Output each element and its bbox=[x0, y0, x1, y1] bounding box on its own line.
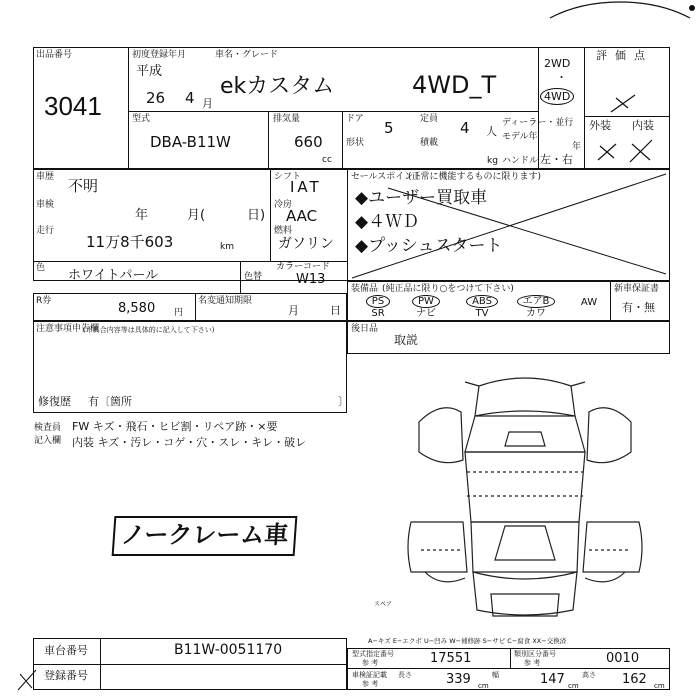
dimensions-sub: 参 考 bbox=[362, 680, 379, 688]
model-grade: 4WD_T bbox=[412, 71, 497, 99]
category-label: 類別区分番号 bbox=[514, 650, 556, 658]
evaluation-label: 評価点 bbox=[596, 49, 653, 62]
length-label: 長さ bbox=[398, 671, 412, 679]
sales-note: (正常に機能するものに限ります) bbox=[408, 172, 542, 182]
shape-label: 形状 bbox=[346, 138, 365, 148]
inspector-row-2: 内装 キズ・汚レ・コゲ・穴・スレ・キレ・破レ bbox=[72, 436, 307, 449]
recycle-value: 8,580 bbox=[118, 301, 156, 316]
model-year-label: モデル年 bbox=[502, 132, 538, 142]
ac-label: 冷房 bbox=[274, 200, 293, 210]
dealer-label: ディーラー・並行 bbox=[502, 118, 574, 128]
category-sub: 参 考 bbox=[524, 659, 541, 667]
designation-sub: 参 考 bbox=[362, 659, 379, 667]
type-value: DBA-B11W bbox=[150, 133, 231, 151]
damage-legend: A−キズ E−エクボ U−凹み W−補修跡 S−サビ C−腐食 XX−交換済 bbox=[368, 637, 567, 645]
registration-era: 平成 bbox=[136, 64, 163, 79]
registration-year: 26 bbox=[146, 89, 166, 107]
inspector-label-2: 記入欄 bbox=[34, 436, 62, 446]
lot-number: 3041 bbox=[44, 91, 102, 121]
displacement-unit: cc bbox=[322, 155, 332, 165]
color-code: W13 bbox=[296, 272, 326, 287]
chassis-value: B11W-0051170 bbox=[174, 642, 283, 658]
check-mark bbox=[16, 668, 38, 692]
inspector-row-1: FW キズ・飛石・ヒビ割・リペア跡・×要 bbox=[72, 420, 278, 433]
width-unit: cm bbox=[568, 682, 579, 690]
lot-label: 出品番号 bbox=[36, 50, 73, 60]
color-code-label: カラーコード bbox=[276, 262, 331, 272]
model-year-unit: 年 bbox=[572, 142, 582, 152]
repair-value: 有〔箇所 bbox=[88, 395, 132, 408]
equip-abs: ABS TV bbox=[460, 295, 504, 319]
height-value: 162 bbox=[622, 672, 647, 687]
history-label: 車歴 bbox=[36, 172, 55, 182]
repair-label: 修復歴 bbox=[38, 395, 71, 408]
warranty-value: 有・無 bbox=[622, 301, 655, 314]
drive-4wd-circled: 4WD bbox=[540, 88, 574, 105]
chassis-label: 車台番号 bbox=[44, 644, 88, 657]
drive-2wd: 2WD bbox=[544, 57, 571, 70]
model-name: ekカスタム bbox=[220, 74, 335, 99]
dimensions-label: 車検証記載 bbox=[352, 671, 387, 679]
deadline-label: 名変通知期限 bbox=[198, 296, 253, 306]
no-claim-stamp: ノークレーム車 bbox=[112, 516, 298, 556]
after-value: 取説 bbox=[394, 333, 419, 347]
displacement-label: 排気量 bbox=[273, 114, 301, 124]
equip-aw: AW bbox=[580, 297, 598, 308]
capacity-label: 定員 bbox=[420, 114, 439, 124]
shift-value: IAT bbox=[290, 178, 322, 196]
shift-label: シフト bbox=[274, 172, 302, 182]
equip-pw: PW ナビ bbox=[406, 295, 446, 319]
sales-point: ◆４ＷＤ bbox=[355, 212, 420, 232]
grade-marks bbox=[594, 138, 664, 164]
fuel-value: ガソリン bbox=[278, 236, 334, 252]
deadline-day: 日 bbox=[330, 304, 341, 317]
height-label: 高さ bbox=[582, 671, 596, 679]
notes-label: 注意事項申告欄 bbox=[36, 324, 100, 334]
sales-point: ◆ユーザー買取車 bbox=[355, 188, 488, 208]
sales-label: セールスポイント bbox=[351, 172, 423, 182]
mileage-label: 走行 bbox=[36, 226, 55, 236]
width-label: 幅 bbox=[492, 671, 499, 679]
history-value: 不明 bbox=[68, 177, 99, 195]
equip-airbag: エアB カワ bbox=[512, 295, 560, 319]
displacement-value: 660 bbox=[294, 133, 323, 151]
registration-month-unit: 月 bbox=[202, 97, 213, 110]
inspection-month: 月( bbox=[187, 208, 206, 223]
deadline-month: 月 bbox=[288, 304, 299, 317]
sales-point: ◆プッシュスタート bbox=[355, 236, 503, 256]
repair-close: 〕 bbox=[338, 395, 349, 408]
capacity-unit: 人 bbox=[486, 125, 497, 138]
designation-label: 型式指定番号 bbox=[352, 650, 394, 658]
handle-value: 左・右 bbox=[540, 153, 573, 166]
mileage-unit: km bbox=[220, 242, 234, 252]
scan-artifact bbox=[540, 0, 700, 22]
load-unit: kg bbox=[487, 156, 498, 166]
color-label: 色 bbox=[36, 263, 46, 273]
inspection-label: 車検 bbox=[36, 200, 55, 210]
spare-label: スペア bbox=[374, 601, 393, 608]
inspection-day: 日) bbox=[247, 208, 266, 223]
equipment-label: 装備品 bbox=[351, 284, 379, 294]
warranty-label: 新車保証書 bbox=[614, 284, 660, 294]
registration-label: 初度登録年月 bbox=[132, 50, 187, 60]
doors-label: ドア bbox=[346, 114, 364, 124]
drive-dot: ・ bbox=[556, 71, 567, 84]
ac-value: AAC bbox=[286, 207, 318, 225]
registration-month: 4 bbox=[185, 89, 195, 107]
recycle-label: R券 bbox=[36, 296, 52, 306]
inspector-label-1: 検査員 bbox=[34, 423, 62, 433]
color-swap-label: 色替 bbox=[244, 272, 263, 282]
car-damage-diagram bbox=[405, 372, 645, 624]
notes-sub: (不具合内容等は具体的に記入して下さい) bbox=[83, 326, 215, 334]
load-label: 積載 bbox=[420, 138, 439, 148]
after-label: 後日品 bbox=[351, 324, 379, 334]
fuel-label: 燃料 bbox=[274, 226, 293, 236]
height-unit: cm bbox=[654, 682, 665, 690]
inspection-year: 年 bbox=[135, 208, 149, 223]
exterior-label: 外装 bbox=[589, 119, 611, 132]
color-value: ホワイトパール bbox=[68, 268, 159, 283]
capacity-value: 4 bbox=[460, 119, 470, 137]
category-value: 0010 bbox=[606, 651, 640, 666]
designation-value: 17551 bbox=[430, 651, 472, 666]
width-value: 147 bbox=[540, 672, 565, 687]
length-value: 339 bbox=[446, 672, 471, 687]
length-unit: cm bbox=[478, 682, 489, 690]
handle-label: ハンドル bbox=[502, 156, 539, 166]
equipment-note: (純正品に限り○をつけて下さい) bbox=[382, 284, 514, 294]
recycle-frame bbox=[33, 293, 347, 321]
recycle-unit: 円 bbox=[174, 308, 184, 318]
evaluation-mark bbox=[608, 92, 638, 114]
doors-value: 5 bbox=[384, 119, 394, 137]
mileage-value: 11万8千603 bbox=[86, 233, 174, 251]
plate-label: 登録番号 bbox=[44, 669, 88, 682]
sales-strike-x bbox=[348, 170, 670, 281]
equip-ps: PS SR bbox=[358, 295, 398, 319]
type-label: 型式 bbox=[132, 114, 151, 124]
interior-label: 内装 bbox=[632, 119, 654, 132]
model-label: 車名・グレード bbox=[215, 50, 279, 60]
